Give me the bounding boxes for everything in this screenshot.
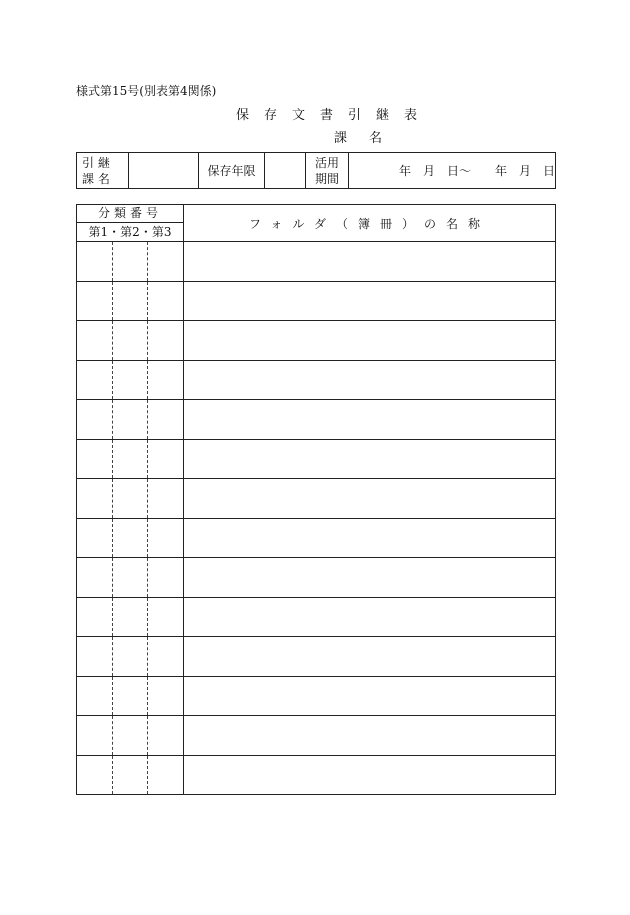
table-row — [77, 360, 556, 400]
class-1-cell[interactable] — [77, 597, 113, 637]
department-label-char-2: 名 — [369, 131, 383, 146]
class-3-cell[interactable] — [148, 755, 184, 795]
usage-period-dates[interactable]: 年 月 日〜 年 月 日 — [349, 153, 556, 189]
folder-name-cell[interactable] — [184, 518, 556, 558]
table-row — [77, 597, 556, 637]
class-2-cell[interactable] — [112, 439, 148, 479]
department-name-label — [334, 127, 382, 146]
class-2-cell[interactable] — [112, 242, 148, 282]
folder-name-cell[interactable] — [184, 597, 556, 637]
form-number-label: 様式第15号(別表第4関係) — [76, 84, 217, 98]
class-1-cell[interactable] — [77, 676, 113, 716]
class-3-cell[interactable] — [148, 281, 184, 321]
table-row — [77, 558, 556, 598]
folder-name-header — [184, 205, 556, 242]
folder-name-cell[interactable] — [184, 281, 556, 321]
class-2-cell[interactable] — [112, 716, 148, 756]
class-1-cell[interactable] — [77, 716, 113, 756]
class-3-cell[interactable] — [148, 637, 184, 677]
class-1-cell[interactable] — [77, 637, 113, 677]
usage-period-label-line2: 期間 — [314, 171, 339, 186]
folder-name-cell[interactable] — [184, 439, 556, 479]
folder-name-cell[interactable] — [184, 321, 556, 361]
class-2-cell[interactable] — [112, 755, 148, 795]
class-2-cell[interactable] — [112, 281, 148, 321]
folder-name-cell[interactable] — [184, 755, 556, 795]
class-3-cell[interactable] — [148, 479, 184, 519]
classification-number-header: 分類番号 — [77, 205, 184, 223]
class-3-cell[interactable] — [148, 518, 184, 558]
class-1-cell[interactable] — [77, 400, 113, 440]
class-1-cell[interactable] — [77, 321, 113, 361]
class-1-cell[interactable] — [77, 439, 113, 479]
class-2-cell[interactable] — [112, 597, 148, 637]
class-1-cell[interactable] — [77, 281, 113, 321]
class-1-cell[interactable] — [77, 518, 113, 558]
class-1-cell[interactable] — [77, 558, 113, 598]
retention-period-value-cell[interactable] — [265, 153, 306, 189]
table-row — [77, 518, 556, 558]
usage-period-label — [306, 153, 349, 189]
classification-subheader: 第1・第2・第3 — [77, 223, 184, 242]
class-1-cell[interactable] — [77, 479, 113, 519]
class-2-cell[interactable] — [112, 479, 148, 519]
handover-dept-value-cell[interactable] — [129, 153, 199, 189]
folder-name-cell[interactable] — [184, 400, 556, 440]
folder-name-cell[interactable] — [184, 716, 556, 756]
class-2-cell[interactable] — [112, 360, 148, 400]
table-row — [77, 479, 556, 519]
usage-period-label-line1: 活用 — [314, 155, 339, 170]
class-3-cell[interactable] — [148, 321, 184, 361]
class-1-cell[interactable] — [77, 360, 113, 400]
table-row — [77, 755, 556, 795]
folder-list-table — [76, 204, 556, 795]
handover-dept-label-line1: 引 継 — [82, 155, 110, 170]
class-2-cell[interactable] — [112, 400, 148, 440]
class-3-cell[interactable] — [148, 716, 184, 756]
handover-dept-label — [77, 153, 129, 189]
table-row — [77, 242, 556, 282]
folder-name-cell[interactable] — [184, 637, 556, 677]
class-2-cell[interactable] — [112, 321, 148, 361]
class-2-cell[interactable] — [112, 676, 148, 716]
folder-name-cell[interactable] — [184, 558, 556, 598]
retention-period-label: 保存年限 — [199, 153, 265, 189]
folder-name-header-text: フォルダ（簿冊）の名称 — [249, 216, 490, 231]
handover-dept-label-line2: 課 名 — [82, 171, 110, 186]
class-3-cell[interactable] — [148, 242, 184, 282]
folder-name-cell[interactable] — [184, 676, 556, 716]
folder-name-cell[interactable] — [184, 360, 556, 400]
handover-info-table — [76, 152, 556, 189]
class-2-cell[interactable] — [112, 558, 148, 598]
folder-name-cell[interactable] — [184, 242, 556, 282]
table-row — [77, 321, 556, 361]
department-label-char-1: 課 — [334, 131, 348, 146]
class-2-cell[interactable] — [112, 637, 148, 677]
table-row — [77, 716, 556, 756]
class-3-cell[interactable] — [148, 360, 184, 400]
table-row — [77, 439, 556, 479]
class-3-cell[interactable] — [148, 439, 184, 479]
table-row — [77, 676, 556, 716]
class-3-cell[interactable] — [148, 597, 184, 637]
class-3-cell[interactable] — [148, 400, 184, 440]
document-title: 保存文書引継表 — [236, 108, 433, 123]
class-1-cell[interactable] — [77, 242, 113, 282]
class-1-cell[interactable] — [77, 755, 113, 795]
folder-rows — [77, 242, 556, 795]
class-2-cell[interactable] — [112, 518, 148, 558]
class-3-cell[interactable] — [148, 558, 184, 598]
class-3-cell[interactable] — [148, 676, 184, 716]
folder-name-cell[interactable] — [184, 479, 556, 519]
table-row — [77, 637, 556, 677]
table-row — [77, 400, 556, 440]
table-row — [77, 281, 556, 321]
